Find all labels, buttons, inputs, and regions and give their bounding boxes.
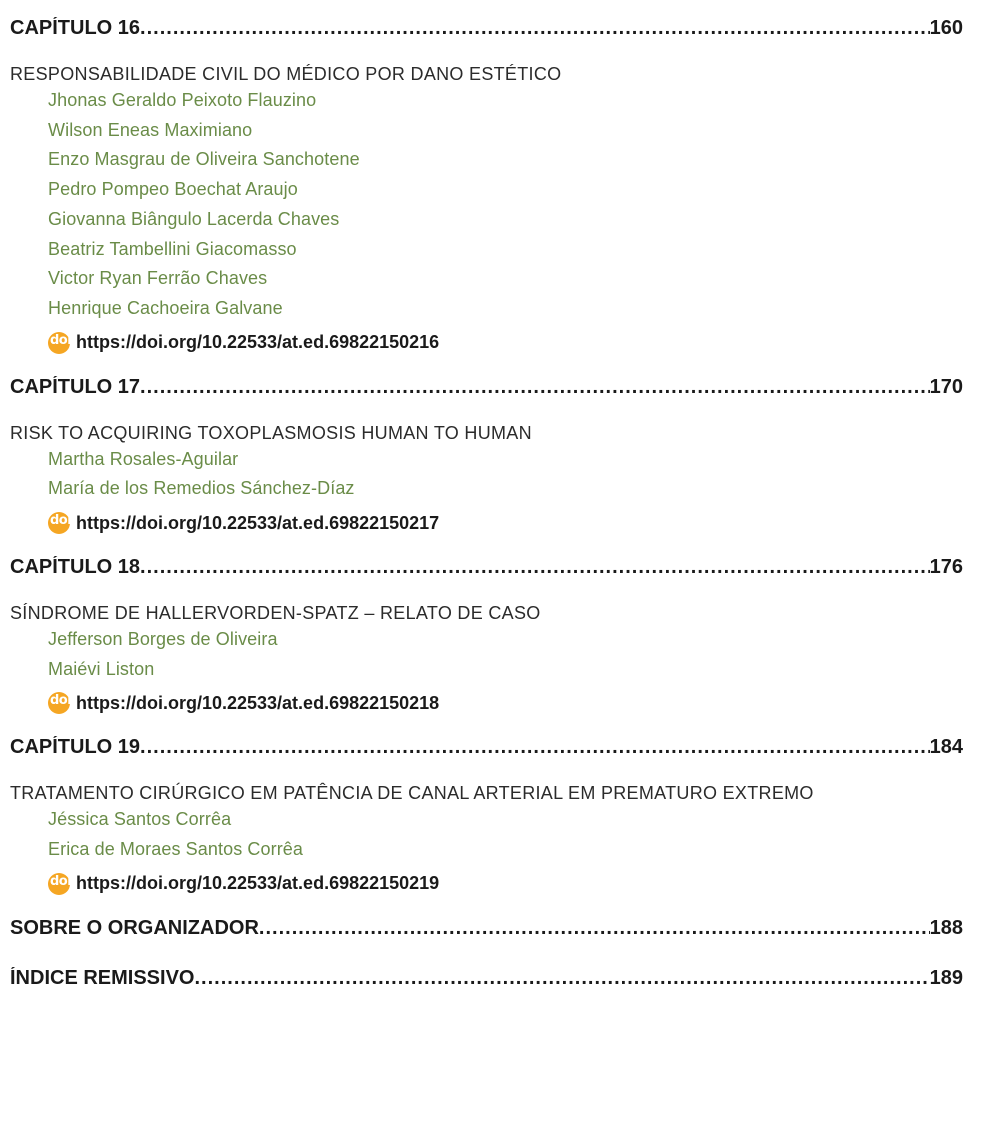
doi-url[interactable]: https://doi.org/10.22533/at.ed.69822150217 (76, 512, 440, 533)
author-name: Wilson Eneas Maximiano (48, 119, 253, 140)
author-name: Pedro Pompeo Boechat Araujo (48, 179, 298, 200)
doi-url[interactable]: https://doi.org/10.22533/at.ed.69822150219 (76, 873, 440, 894)
doi-icon: doi (48, 332, 70, 354)
author-name: Jéssica Santos Corrêa (48, 809, 232, 830)
author-name: Henrique Cachoeira Galvane (48, 297, 283, 318)
chapter-label: CAPÍTULO 16 (10, 17, 141, 37)
chapter-page-number: 176 (929, 556, 963, 577)
chapter-label: SOBRE O ORGANIZADOR (10, 916, 259, 937)
doi-url[interactable]: https://doi.org/10.22533/at.ed.69822150218 (76, 692, 440, 713)
chapter-label: CAPÍTULO 19 (10, 736, 141, 757)
chapter-label: CAPÍTULO 18 (10, 556, 141, 577)
chapter-title: RESPONSABILIDADE CIVIL DO MÉDICO POR DANO ESTÉTICO (10, 64, 562, 84)
doi-url[interactable]: https://doi.org/10.22533/at.ed.69822150216 (76, 332, 440, 353)
author-name: Beatriz Tambellini Giacomasso (48, 238, 297, 259)
author-name: Jhonas Geraldo Peixoto Flauzino (48, 90, 317, 110)
author-name: Erica de Moraes Santos Corrêa (48, 839, 304, 860)
author-name: Jefferson Borges de Oliveira (48, 629, 278, 650)
chapter-page-number: 188 (929, 916, 963, 937)
toc-overflow-layer (10, 0, 963, 1128)
chapter-label: CAPÍTULO 17 (10, 375, 141, 396)
doi-icon: doi (48, 512, 70, 534)
chapter-page-number: 160 (929, 17, 963, 37)
chapter-label: ÍNDICE REMISSIVO (10, 966, 195, 987)
chapter-page-number: 170 (929, 375, 963, 396)
chapter-title: SÍNDROME DE HALLERVORDEN-SPATZ – RELATO DE CASO (10, 603, 541, 624)
chapter-page-number: 189 (929, 966, 963, 987)
chapter-title: TRATAMENTO CIRÚRGICO EM PATÊNCIA DE CANAL ARTERIAL EM PREMATURO EXTREMO (10, 783, 814, 804)
chapter-title: RISK TO ACQUIRING TOXOPLASMOSIS HUMAN TO HUMAN (10, 422, 532, 443)
doi-icon: doi (48, 873, 70, 895)
author-name: María de los Remedios Sánchez-Díaz (48, 478, 355, 499)
author-name: Martha Rosales-Aguilar (48, 448, 239, 469)
author-name: Enzo Masgrau de Oliveira Sanchotene (48, 149, 360, 170)
author-name: Victor Ryan Ferrão Chaves (48, 268, 268, 289)
chapter-page-number: 184 (929, 736, 963, 757)
author-name: Giovanna Biângulo Lacerda Chaves (48, 208, 340, 229)
doi-icon: doi (48, 692, 70, 714)
author-name: Maiévi Liston (48, 658, 155, 679)
